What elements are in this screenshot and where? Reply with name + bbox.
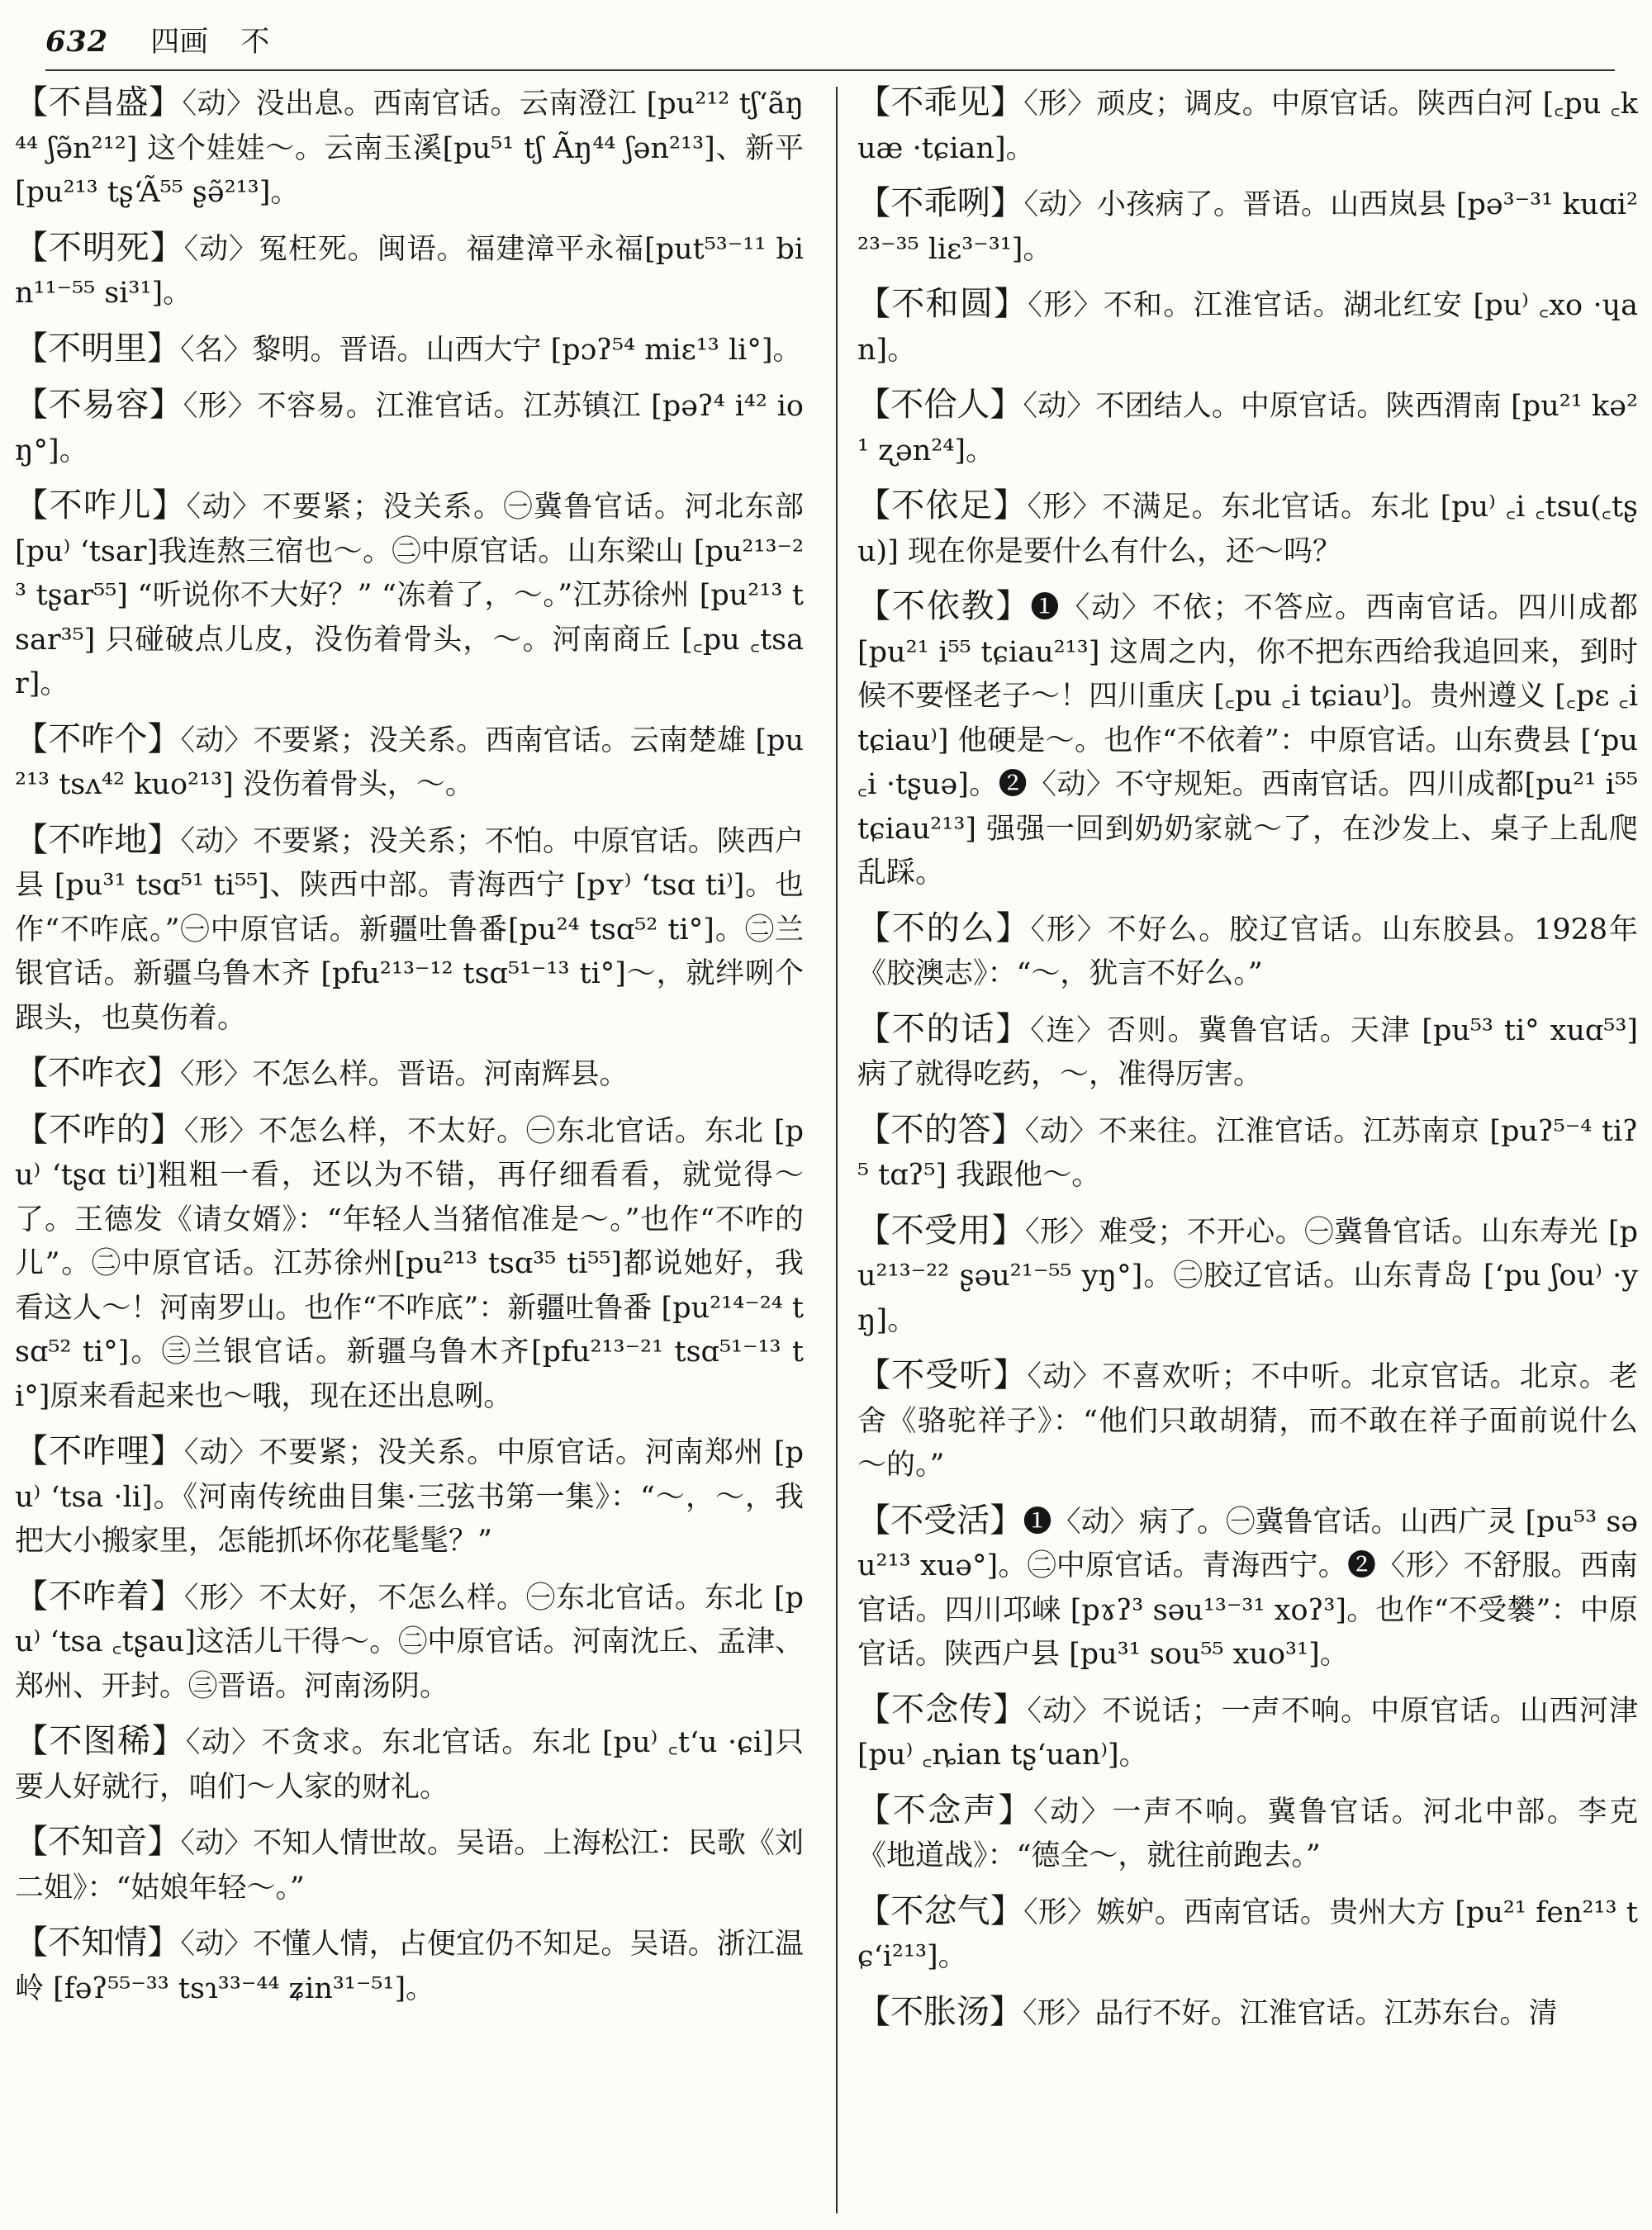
dictionary-entry [857, 1789, 1638, 1879]
left-column [15, 81, 804, 2220]
dictionary-entry [15, 484, 804, 707]
headword: 【不受用】 [857, 1211, 1025, 1250]
entry-text: 〈形〉顽皮；调皮。中原官话。陕西白河 [꜀pu ꜀kuæ ·tɕian]。 [857, 88, 1638, 165]
headword: 【不乖见】 [857, 83, 1024, 121]
entry-text: 〈动〉不来往。江淮官话。江苏南京 [puʔ⁵⁻⁴ tiʔ⁵ tɑʔ⁵] 我跟他～。 [857, 1114, 1638, 1192]
dictionary-entry [15, 327, 804, 373]
entry-text: 〈形〉不怎么样。晋语。河南辉县。 [180, 1058, 629, 1091]
dictionary-entry [857, 1990, 1638, 2037]
headword: 【不的答】 [857, 1110, 1025, 1149]
headword: 【不咋着】 [15, 1577, 184, 1616]
dictionary-entry [15, 1051, 804, 1098]
entry-text: 〈动〉没出息。西南官话。云南澄江 [pu²¹² tʃʻãŋ⁴⁴ ʃə̃n²¹²] 这个娃娃～。云南玉溪[pu⁵¹ tʃ Ãŋ⁴⁴ ʃən²¹³]、新平 [pu²¹³ tʂʻÃ⁵⁵ ʂə̃²¹³]。 [15, 88, 804, 209]
entry-text: 〈动〉不团结人。中原官话。陕西渭南 [pu²¹ kə²¹ ʐən²⁴]。 [857, 390, 1638, 467]
headword: 【不和圆】 [857, 285, 1028, 323]
headword: 【不知情】 [15, 1924, 181, 1962]
dictionary-entry [15, 1720, 804, 1810]
dictionary-entry [15, 383, 804, 473]
entry-text: 〈形〉不好么。胶辽官话。山东胶县。1928年《胶澳志》：“～，犹言不好么。” [857, 913, 1638, 990]
dictionary-entry [15, 1108, 804, 1420]
entry-text: 〈形〉不容易。江淮官话。江苏镇江 [pəʔ⁴ i⁴² ioŋ°]。 [15, 390, 804, 467]
entry-text: 〈形〉不满足。东北官话。东北 [pu⁾ ꜀i ꜀tsu(꜀tʂu)] 现在你是要什么有什么，还～吗？ [857, 491, 1638, 568]
headword: 【不明里】 [15, 329, 180, 368]
entry-text: 〈名〉黎明。晋语。山西大宁 [pɔʔ⁵⁴ miɛ¹³ li°]。 [180, 333, 802, 367]
entry-text: 〈动〉不喜欢听；不中听。北京官话。北京。老舍《骆驼祥子》：“他们只敢胡猜，而不敢在祥子面前说什么～的。” [857, 1360, 1638, 1482]
headword: 【不咋的】 [15, 1110, 184, 1149]
page-number: 632 [45, 25, 109, 59]
entry-text: 〈动〉不要紧；没关系。㊀冀鲁官话。河北东部 [pu⁾ ʻtsar]我连熬三宿也～。㊁中原官话。山东梁山 [pu²¹³⁻²³ tʂar⁵⁵] “听说你不大好？” “冻着了，～。”江苏徐州 [pu²¹³ tsar³⁵] 只碰破点儿皮，没伤着骨头，～。河南商丘 [꜀pu ꜀tsar]。 [15, 491, 804, 700]
dictionary-entry [857, 1499, 1638, 1677]
headword: 【不明死】 [15, 228, 184, 267]
header-rule [45, 69, 1615, 71]
entry-text: 〈连〉否则。冀鲁官话。天津 [pu⁵³ ti° xuɑ⁵³] 病了就得吃药，～，准得厉害。 [857, 1013, 1638, 1091]
entry-text: 〈动〉不贪求。东北官话。东北 [pu⁾ ꜀tʻu ·ɕi]只要人好就行，咱们～人家的财礼。 [15, 1726, 804, 1804]
entry-text: 〈形〉难受；不开心。㊀冀鲁官话。山东寿光 [pu²¹³⁻²² ʂəu²¹⁻⁵⁵ yŋ°]。㊁胶辽官话。山东青岛 [ʻpu ʃou⁾ ·yŋ]。 [857, 1215, 1638, 1337]
headword: 【不易容】 [15, 386, 183, 424]
headword: 【不佮人】 [857, 386, 1023, 424]
headword: 【不咋衣】 [15, 1054, 180, 1092]
headword: 【不受听】 [857, 1356, 1028, 1394]
dictionary-entry [857, 484, 1638, 574]
headword: 【不咋哩】 [15, 1432, 184, 1470]
headword: 【不胀汤】 [857, 1992, 1023, 2031]
headword: 【不昌盛】 [15, 83, 183, 121]
entry-text: 〈形〉不怎么样，不太好。㊀东北官话。东北 [pu⁾ ʻtʂɑ ti⁾]粗粗一看，还以为不错，再仔细看看，就觉得～了。王德发《请女婿》：“年轻人当猪倌准是～。”也作“不咋的儿”。㊁中原官话。江苏徐州[pu²¹³ tsɑ³⁵ ti⁵⁵]都说她好，我看这人～！河南罗山。也作“不咋底”：新疆吐鲁番 [pu²¹⁴⁻²⁴ tsɑ⁵² ti°]。㊂兰银官话。新疆乌鲁木齐[pfu²¹³⁻²¹ tsɑ⁵¹⁻¹³ ti°]原来看起来也～哦，现在还出息咧。 [15, 1114, 804, 1413]
headword: 【不乖咧】 [857, 184, 1024, 222]
dictionary-entry [857, 1688, 1638, 1778]
entry-text: 〈形〉不和。江淮官话。湖北红安 [pu⁾ ꜀xo ·ɥan]。 [857, 289, 1638, 367]
entry-text: 〈动〉不说话；一声不响。中原官话。山西河津 [pu⁾ ꜀ȵian tʂʻuan⁾]。 [857, 1694, 1638, 1772]
dictionary-entry [857, 282, 1638, 372]
page-header [45, 18, 1615, 66]
headword: 【不的么】 [857, 909, 1031, 947]
dictionary-entry [15, 1430, 804, 1564]
entry-text: 〈动〉不懂人情，占便宜仍不知足。吴语。浙江温岭 [fəʔ⁵⁵⁻³³ tsɿ³³⁻⁴⁴ ʑin³¹⁻⁵¹]。 [15, 1928, 804, 2005]
dictionary-entry [15, 818, 804, 1041]
entry-text: 〈动〉不要紧；没关系。西南官话。云南楚雄 [pu²¹³ tsʌ⁴² kuo²¹³] 没伤着骨头，～。 [15, 724, 804, 801]
dictionary-entry [857, 585, 1638, 896]
headword: 【不受活】 [857, 1501, 1023, 1540]
entry-text: ❶〈动〉病了。㊀冀鲁官话。山西广灵 [pu⁵³ səu²¹³ xuə°]。㊁中原官话。青海西宁。❷〈形〉不舒服。西南官话。四川邛崃 [pɤʔ³ səu¹³⁻³¹ xoʔ³]。也作“不受䙪”：中原官话。陕西户县 [pu³¹ sou⁵⁵ xuo³¹]。 [857, 1505, 1638, 1671]
headword: 【不的话】 [857, 1009, 1031, 1048]
entry-text: 〈动〉一声不响。冀鲁官话。河北中部。李克《地道战》：“德全～，就往前跑去。” [857, 1795, 1638, 1872]
entry-text: 〈动〉冤枉死。闽语。福建漳平永福[put⁵³⁻¹¹ bin¹¹⁻⁵⁵ si³¹]。 [15, 232, 804, 310]
entry-text: 〈形〉品行不好。江淮官话。江苏东台。清 [1023, 1996, 1558, 2030]
headword: 【不念声】 [857, 1791, 1034, 1829]
entry-text: 〈动〉不要紧；没关系。中原官话。河南郑州 [pu⁾ ʻtsa ·li]。《河南传统曲目集·三弦书第一集》：“～，～，我把大小搬家里，怎能抓坏你花髦髦？” [15, 1436, 804, 1558]
headword: 【不念传】 [857, 1690, 1028, 1729]
dictionary-entry [15, 81, 804, 216]
headword: 【不忿气】 [857, 1891, 1024, 1930]
head-character: 不 [240, 26, 270, 59]
dictionary-entry [15, 718, 804, 808]
headword: 【不咋个】 [15, 719, 181, 758]
dictionary-entry [857, 81, 1638, 171]
entry-text: 〈动〉小孩病了。晋语。山西岚县 [pə³⁻³¹ kuɑi²²³⁻³⁵ liɛ³⁻³¹]。 [857, 188, 1638, 266]
right-column [857, 81, 1638, 2220]
dictionary-entry [15, 226, 804, 316]
dictionary-entry [857, 182, 1638, 272]
dictionary-entry [857, 907, 1638, 997]
headword: 【不咋地】 [15, 820, 181, 859]
headword: 【不依教】 [857, 587, 1031, 625]
headword: 【不图稀】 [15, 1722, 186, 1760]
dictionary-entry [857, 1890, 1638, 1980]
headword: 【不知音】 [15, 1823, 181, 1861]
entry-text: 〈动〉不知人情世故。吴语。上海松江：民歌《刘二姐》：“姑娘年轻～。” [15, 1827, 804, 1905]
column-divider [836, 87, 838, 2213]
entry-text: 〈动〉不要紧；没关系；不怕。中原官话。陕西户县 [pu³¹ tsɑ⁵¹ ti⁵⁵]、陕西中部。青海西宁 [pʏ⁾ ʻtsɑ ti⁾]。也作“不咋底。”㊀中原官话。新疆吐鲁番[pu²⁴ tsɑ⁵² ti°]。㊁兰银官话。新疆乌鲁木齐 [pfu²¹³⁻¹² tsɑ⁵¹⁻¹³ ti°]～，就绊咧个跟头，也莫伤着。 [15, 824, 804, 1035]
dictionary-entry [15, 1921, 804, 2011]
dictionary-entry [857, 1209, 1638, 1344]
section-label: 四画 [150, 26, 209, 59]
entry-text: 〈形〉不太好，不怎么样。㊀东北官话。东北 [pu⁾ ʻtsa ꜀tʂau]这活儿干得～。㊁中原官话。河南沈丘、孟津、郑州、开封。㊂晋语。河南汤阴。 [15, 1581, 804, 1703]
dictionary-entry [857, 1354, 1638, 1488]
headword: 【不咋儿】 [15, 486, 187, 524]
entry-text: 〈形〉嫉妒。西南官话。贵州大方 [pu²¹ fen²¹³ tɕʻi²¹³]。 [857, 1896, 1638, 1973]
dictionary-entry [857, 383, 1638, 473]
headword: 【不依足】 [857, 486, 1028, 524]
entry-text: ❶〈动〉不依；不答应。西南官话。四川成都 [pu²¹ i⁵⁵ tɕiau²¹³] 这周之内，你不把东西给我追回来，到时候不要怪老子～！四川重庆 [꜀pu ꜀i tɕiau⁾]。贵州遵义 [꜀pɛ ꜀i tɕiau⁾] 他硬是～。也作“不依着”：中原官话。山东费县 [ʻpu ꜀i ·tʂuə]。❷〈动〉不守规矩。西南官话。四川成都[pu²¹ i⁵⁵ tɕiau²¹³] 强强一回到奶奶家就～了，在沙发上、桌子上乱爬乱踩。 [857, 591, 1638, 890]
dictionary-entry [857, 1108, 1638, 1198]
dictionary-entry [857, 1008, 1638, 1098]
dictionary-entry [15, 1575, 804, 1710]
dictionary-entry [15, 1820, 804, 1910]
